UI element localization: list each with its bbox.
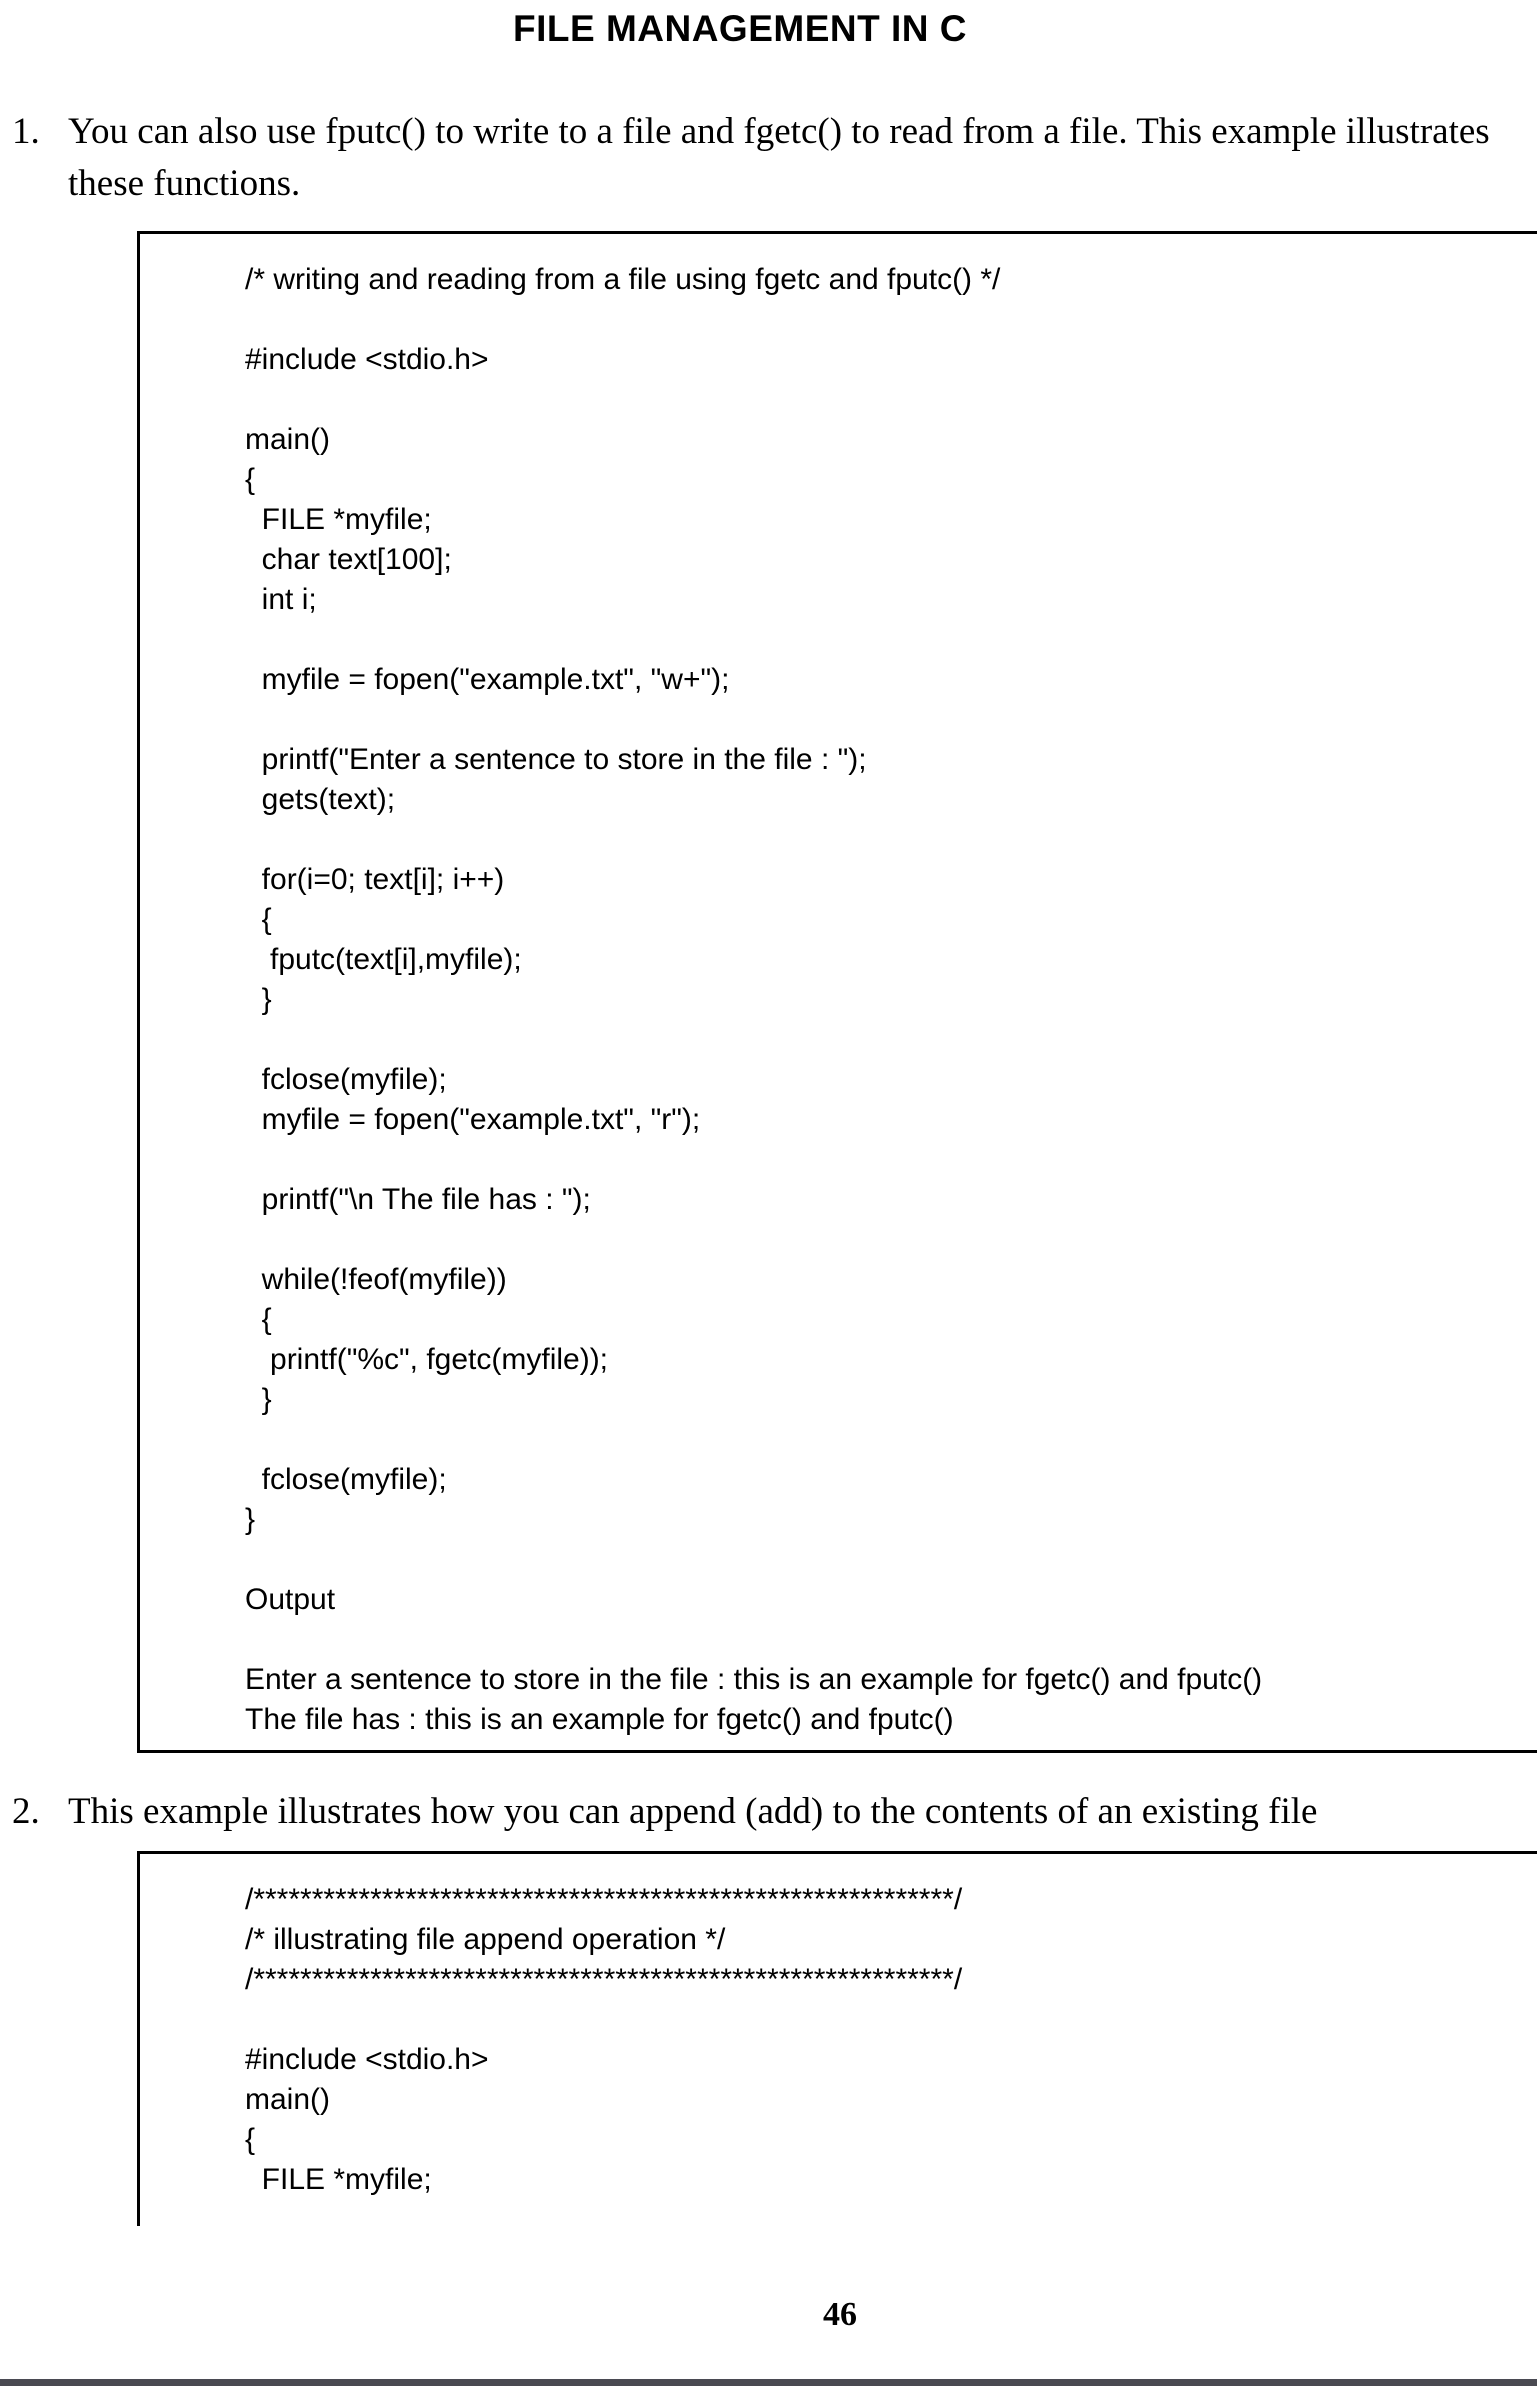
code-line — [245, 620, 1537, 660]
code-line: myfile = fopen("example.txt", "w+"); — [245, 663, 730, 696]
code-line: { — [245, 903, 272, 936]
code-line: char text[100]; — [245, 543, 452, 576]
code-line: { — [245, 463, 256, 496]
code-line: FILE *myfile; — [245, 2163, 432, 2196]
list-item-1 — [12, 106, 1490, 210]
page-title: FILE MANAGEMENT IN C — [513, 8, 967, 49]
code-block-2 — [137, 1851, 1537, 2226]
list-item-1-text — [68, 106, 1490, 210]
code-line: } — [245, 1383, 272, 1416]
paragraph-line: these functions. — [68, 163, 301, 204]
paragraph-line: You can also use fputc() to write to a file and fgetc() to read from a file. This example illustrates — [68, 111, 1490, 152]
code-line: #include <stdio.h> — [245, 2043, 489, 2076]
code-line: fclose(myfile); — [245, 1063, 447, 1096]
code-line — [245, 1540, 1537, 1580]
code-line: printf("%c", fgetc(myfile)); — [245, 1343, 609, 1376]
code-line: main() — [245, 2083, 331, 2116]
scan-edge-artifact — [0, 2379, 1537, 2386]
code-line — [245, 1140, 1537, 1180]
code-line: /************************************************************/ — [245, 1963, 963, 1996]
list-item-1-number: 1. — [12, 111, 40, 152]
code-line — [245, 2000, 1537, 2040]
code-line — [245, 1020, 1537, 1060]
code-line — [245, 1620, 1537, 1660]
code-line: } — [245, 1503, 256, 1536]
code-block-1 — [137, 231, 1537, 1753]
code-line: /* illustrating file append operation */ — [245, 1923, 726, 1956]
code-line — [245, 1420, 1537, 1460]
code-line: Output — [245, 1583, 336, 1616]
page-number: 46 — [823, 2296, 857, 2333]
code-line: } — [245, 983, 272, 1016]
code-line — [245, 380, 1537, 420]
code-line: gets(text); — [245, 783, 396, 816]
list-item-2 — [12, 1786, 1317, 1838]
code-line: /************************************************************/ — [245, 1883, 963, 1916]
code-line — [245, 1220, 1537, 1260]
code-line: #include <stdio.h> — [245, 343, 489, 376]
code-line: { — [245, 2123, 256, 2156]
code-line: printf("\n The file has : "); — [245, 1183, 591, 1216]
code-line: Enter a sentence to store in the file : this is an example for fgetc() and fputc() — [245, 1663, 1263, 1696]
code-line — [245, 300, 1537, 340]
code-line: for(i=0; text[i]; i++) — [245, 863, 505, 896]
code-line: /* writing and reading from a file using fgetc and fputc() */ — [245, 263, 1001, 296]
code-line: { — [245, 1303, 272, 1336]
code-line: FILE *myfile; — [245, 503, 432, 536]
code-line: The file has : this is an example for fgetc() and fputc() — [245, 1703, 954, 1736]
code-line: fclose(myfile); — [245, 1463, 447, 1496]
code-line: printf("Enter a sentence to store in the file : "); — [245, 743, 867, 776]
code-line: myfile = fopen("example.txt", "r"); — [245, 1103, 701, 1136]
code-line: while(!feof(myfile)) — [245, 1263, 507, 1296]
code-block-2-lines — [140, 1854, 1537, 2200]
list-item-2-number: 2. — [12, 1791, 40, 1832]
code-line: int i; — [245, 583, 317, 616]
list-item-2-text — [68, 1786, 1317, 1838]
code-line — [245, 700, 1537, 740]
code-block-1-lines — [140, 234, 1537, 1740]
code-line: main() — [245, 423, 331, 456]
code-line — [245, 820, 1537, 860]
paragraph-line: This example illustrates how you can append (add) to the contents of an existing file — [68, 1791, 1318, 1832]
code-line: fputc(text[i],myfile); — [245, 943, 522, 976]
